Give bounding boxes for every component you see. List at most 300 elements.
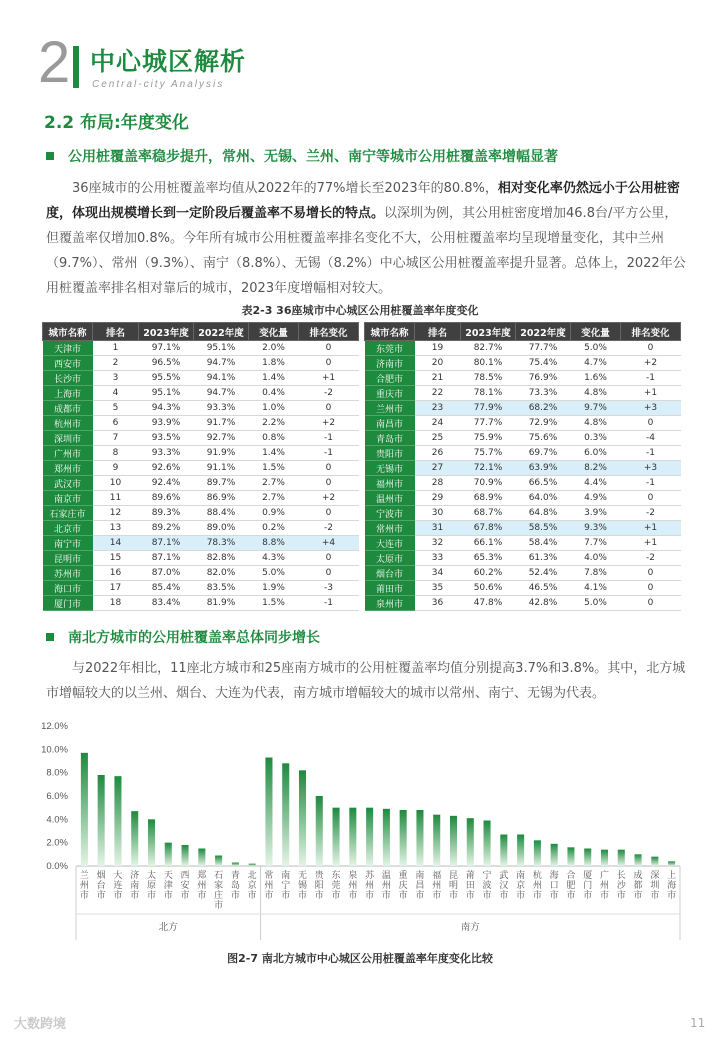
table-row: [43, 521, 359, 536]
table-cell: +1: [621, 386, 681, 401]
table-cell: 65.3%: [461, 551, 516, 566]
table-cell: 28: [415, 476, 461, 491]
table-cell: 15: [93, 551, 139, 566]
table-cell: 34: [415, 566, 461, 581]
x-category-label: 南京市: [516, 871, 526, 901]
table-cell: +4: [299, 536, 359, 551]
table-cell: 1.0%: [249, 401, 299, 416]
bar-济南市: [131, 811, 138, 866]
table-cell: 64.0%: [516, 491, 571, 506]
table-city-cell: 南京市: [43, 491, 93, 506]
table-city-cell: 北京市: [43, 521, 93, 536]
table-cell: 1.6%: [571, 371, 621, 386]
table-row: [43, 386, 359, 401]
x-category-label: 温州市: [381, 871, 391, 901]
table-cell: 63.9%: [516, 461, 571, 476]
table-cell: 58.4%: [516, 536, 571, 551]
bullet-square-icon: [46, 152, 54, 160]
x-category-label: 石家庄市: [214, 871, 224, 911]
table-cell: 94.1%: [194, 371, 249, 386]
x-category-label: 昆明市: [448, 871, 459, 901]
table-cell: 72.1%: [461, 461, 516, 476]
bar-武汉市: [500, 835, 507, 867]
table-cell: 0: [621, 341, 681, 356]
table-cell: 82.7%: [461, 341, 516, 356]
x-category-label: 东莞市: [331, 871, 341, 901]
page-number: 11: [690, 1016, 706, 1030]
x-category-label: 南昌市: [415, 871, 425, 901]
table-city-cell: 福州市: [365, 476, 415, 491]
table-cell: 66.1%: [461, 536, 516, 551]
table-cell: 0: [299, 551, 359, 566]
table-cell: +1: [621, 536, 681, 551]
table-cell: 0: [299, 461, 359, 476]
table-cell: 4.4%: [571, 476, 621, 491]
table-city-cell: 烟台市: [365, 566, 415, 581]
table-city-cell: 重庆市: [365, 386, 415, 401]
table-cell: 50.6%: [461, 581, 516, 596]
table-cell: 22: [415, 386, 461, 401]
table-city-cell: 天津市: [43, 341, 93, 356]
table-row: [43, 506, 359, 521]
bar-成都市: [635, 854, 642, 866]
table-cell: 13: [93, 521, 139, 536]
table-cell: 11: [93, 491, 139, 506]
table-row: [43, 341, 359, 356]
table-cell: 76.9%: [516, 371, 571, 386]
table-cell: 1.5%: [249, 596, 299, 611]
table-cell: -3: [299, 581, 359, 596]
x-category-label: 大连市: [113, 871, 123, 901]
section-title: 2.2 布局:年度变化: [44, 113, 189, 133]
table-header-cell: 城市名称: [43, 323, 93, 341]
bar-长沙市: [618, 850, 625, 866]
table-cell: 78.1%: [461, 386, 516, 401]
table-city-cell: 长沙市: [43, 371, 93, 386]
x-category-label: 郑州市: [197, 871, 207, 901]
y-tick-label: 2.0%: [46, 837, 68, 849]
table-cell: 94.7%: [194, 356, 249, 371]
x-category-label: 海口市: [549, 871, 559, 901]
table-cell: 95.5%: [139, 371, 194, 386]
bar-兰州市: [81, 753, 88, 866]
table-city-cell: 苏州市: [43, 566, 93, 581]
table-cell: 0.8%: [249, 431, 299, 446]
table-cell: 83.5%: [194, 581, 249, 596]
table-row: [43, 596, 359, 611]
table-cell: +3: [621, 461, 681, 476]
table-cell: 89.0%: [194, 521, 249, 536]
y-tick-label: 0.0%: [46, 861, 68, 872]
table-row: [365, 536, 681, 551]
paragraph-2: 与2022年相比，11座北方城市和25座南方城市的公用桩覆盖率均值分别提高3.7%和3.8%。其中，北方城市增幅较大的以兰州、烟台、大连为代表，南方城市增幅较大的城市以常州、南宁、无锡为代表。: [46, 661, 686, 701]
table-cell: 0: [621, 491, 681, 506]
chart-caption: 图2-7 南北方城市中心城区公用桩覆盖率年度变化比较: [227, 952, 493, 965]
table-cell: 1.5%: [249, 461, 299, 476]
table-city-cell: 海口市: [43, 581, 93, 596]
table-row: [365, 371, 681, 386]
table-cell: 58.5%: [516, 521, 571, 536]
table-header-cell: 变化量: [571, 323, 621, 341]
table-row: [365, 356, 681, 371]
table-cell: 0: [299, 566, 359, 581]
table-cell: 73.3%: [516, 386, 571, 401]
table-cell: 0.9%: [249, 506, 299, 521]
table-cell: 18: [93, 596, 139, 611]
x-category-label: 莆田市: [465, 871, 475, 901]
table-cell: 2.2%: [249, 416, 299, 431]
x-category-label: 北京市: [247, 871, 257, 901]
table-cell: 92.4%: [139, 476, 194, 491]
table-cell: 92.7%: [194, 431, 249, 446]
table-cell: -1: [299, 596, 359, 611]
table-cell: 87.1%: [139, 536, 194, 551]
x-category-label: 贵阳市: [314, 871, 324, 901]
table-cell: 1.8%: [249, 356, 299, 371]
table-cell: 14: [93, 536, 139, 551]
footer-logo: 大数跨境: [14, 1017, 67, 1032]
table-cell: 87.1%: [139, 551, 194, 566]
table-cell: 0: [299, 506, 359, 521]
table-cell: 52.4%: [516, 566, 571, 581]
table-cell: 4.0%: [571, 551, 621, 566]
table-row: [365, 446, 681, 461]
table-cell: 31: [415, 521, 461, 536]
table-cell: +1: [621, 521, 681, 536]
table-cell: 25: [415, 431, 461, 446]
table-row: [43, 356, 359, 371]
table-city-cell: 广州市: [43, 446, 93, 461]
table-cell: 20: [415, 356, 461, 371]
table-cell: 19: [415, 341, 461, 356]
bar-杭州市: [534, 840, 541, 866]
table-cell: 82.0%: [194, 566, 249, 581]
table-cell: 82.8%: [194, 551, 249, 566]
table-cell: 9.7%: [571, 401, 621, 416]
table-cell: 91.7%: [194, 416, 249, 431]
x-category-label: 常州市: [264, 871, 274, 901]
table-cell: 30: [415, 506, 461, 521]
table-cell: 2: [93, 356, 139, 371]
bar-广州市: [601, 850, 608, 866]
x-category-label: 杭州市: [532, 871, 542, 901]
table-cell: 93.5%: [139, 431, 194, 446]
bar-南京市: [517, 835, 524, 867]
table-row: [43, 536, 359, 551]
table-cell: 1.4%: [249, 446, 299, 461]
table-cell: 7.7%: [571, 536, 621, 551]
table-city-cell: 太原市: [365, 551, 415, 566]
bar-西安市: [182, 845, 189, 866]
table-cell: 23: [415, 401, 461, 416]
table-cell: 77.7%: [516, 341, 571, 356]
table-header-cell: 2023年度: [461, 323, 516, 341]
bar-深圳市: [651, 857, 658, 866]
table-row: [365, 461, 681, 476]
table-cell: 2.7%: [249, 491, 299, 506]
group-label: 北方: [158, 922, 178, 933]
table-row: [365, 386, 681, 401]
table-cell: -2: [299, 521, 359, 536]
table-cell: 24: [415, 416, 461, 431]
table-cell: 86.9%: [194, 491, 249, 506]
table-cell: 0: [299, 401, 359, 416]
table-cell: 91.9%: [194, 446, 249, 461]
table-cell: 4.1%: [571, 581, 621, 596]
bar-常州市: [265, 758, 272, 867]
table-city-cell: 西安市: [43, 356, 93, 371]
table-cell: -1: [621, 446, 681, 461]
bar-厦门市: [584, 849, 591, 867]
table-cell: 0: [621, 581, 681, 596]
x-category-label: 兰州市: [79, 871, 89, 901]
table-row: [43, 446, 359, 461]
x-category-label: 宁波市: [482, 871, 492, 901]
table-cell: 93.3%: [194, 401, 249, 416]
table-cell: 4.8%: [571, 386, 621, 401]
table-header-cell: 2023年度: [139, 323, 194, 341]
table-header-cell: 城市名称: [365, 323, 415, 341]
table-cell: 83.4%: [139, 596, 194, 611]
table-cell: 5.0%: [571, 341, 621, 356]
x-category-label: 上海市: [667, 871, 677, 901]
table-row: [365, 341, 681, 356]
table-row: [43, 371, 359, 386]
table-cell: 3.9%: [571, 506, 621, 521]
table-cell: -2: [299, 386, 359, 401]
table-header-cell: 排名: [93, 323, 139, 341]
table-cell: 12: [93, 506, 139, 521]
table-row: [43, 401, 359, 416]
y-tick-label: 10.0%: [41, 744, 68, 756]
table-cell: 1: [93, 341, 139, 356]
x-category-label: 长沙市: [616, 871, 626, 901]
table-cell: 70.9%: [461, 476, 516, 491]
table-city-cell: 青岛市: [365, 431, 415, 446]
table-cell: 91.1%: [194, 461, 249, 476]
x-category-label: 广州市: [599, 871, 610, 901]
table-city-cell: 厦门市: [43, 596, 93, 611]
bar-重庆市: [400, 810, 407, 866]
x-category-label: 青岛市: [230, 871, 240, 901]
x-category-label: 苏州市: [365, 871, 375, 901]
table-cell: 95.1%: [139, 386, 194, 401]
table-header-cell: 2022年度: [194, 323, 249, 341]
table-cell: 77.9%: [461, 401, 516, 416]
table-cell: 6: [93, 416, 139, 431]
bar-海口市: [551, 844, 558, 866]
bar-无锡市: [299, 770, 306, 866]
table-cell: 0.4%: [249, 386, 299, 401]
table-cell: 21: [415, 371, 461, 386]
x-category-label: 无锡市: [297, 871, 308, 901]
x-category-label: 太原市: [146, 871, 157, 901]
table-cell: 75.7%: [461, 446, 516, 461]
table-cell: 0: [621, 596, 681, 611]
x-category-label: 成都市: [633, 871, 643, 901]
table-header-cell: 排名变化: [621, 323, 681, 341]
table-cell: 0.2%: [249, 521, 299, 536]
x-category-label: 重庆市: [398, 871, 408, 901]
table-city-cell: 石家庄市: [43, 506, 93, 521]
paragraph-1-part3: 以深圳为例，其公用桩密度增加46.8台/平方公里，但覆盖率仅增加0.8%。今年所有城市公用桩覆盖率排名变化不大，公用桩覆盖率均呈现增量变化，其中兰州（9.7%）、常州（9.3%）、南宁（8.8%）、无锡（8.2%）中心城区公用桩覆盖率提升显著。总体上，2022年公用桩覆盖率排名相对靠后的城市，2023年度增幅相对较大。: [46, 206, 686, 296]
x-category-label: 福州市: [432, 871, 442, 901]
table-cell: 27: [415, 461, 461, 476]
table-row: [365, 401, 681, 416]
table-row: [365, 491, 681, 506]
chapter-number: 2: [38, 30, 71, 95]
table-cell: 3: [93, 371, 139, 386]
table-city-cell: 深圳市: [43, 431, 93, 446]
x-category-label: 武汉市: [499, 871, 509, 901]
paragraph-1-emphasis: 相对变化率仍然远小于公用桩密度，体现出规模增长到一定阶段后覆盖率不易增长的特点。: [46, 181, 680, 221]
table-cell: 8.2%: [571, 461, 621, 476]
bullet-heading-2: [46, 627, 320, 647]
paragraph-1: [46, 176, 690, 301]
table-cell: 5: [93, 401, 139, 416]
table-cell: 89.3%: [139, 506, 194, 521]
table-cell: 36: [415, 596, 461, 611]
table-cell: 7.8%: [571, 566, 621, 581]
x-category-label: 烟台市: [96, 871, 106, 901]
table-cell: 26: [415, 446, 461, 461]
bar-莆田市: [467, 818, 474, 866]
table-row: [365, 551, 681, 566]
table-cell: -4: [621, 431, 681, 446]
bar-南宁市: [282, 763, 289, 866]
table-cell: 29: [415, 491, 461, 506]
x-category-label: 深圳市: [650, 871, 660, 901]
table-cell: 81.9%: [194, 596, 249, 611]
table-city-cell: 济南市: [365, 356, 415, 371]
table-cell: 0: [299, 476, 359, 491]
table-cell: 68.9%: [461, 491, 516, 506]
bar-石家庄市: [215, 856, 222, 867]
table-city-cell: 常州市: [365, 521, 415, 536]
table-cell: 88.4%: [194, 506, 249, 521]
table-cell: 47.8%: [461, 596, 516, 611]
table-row: [43, 416, 359, 431]
bar-南昌市: [416, 810, 423, 866]
x-category-label: 厦门市: [583, 871, 593, 901]
coverage-table-right: [364, 322, 681, 611]
coverage-table-left: [42, 322, 359, 611]
table-cell: 2.7%: [249, 476, 299, 491]
x-category-label: 天津市: [163, 871, 173, 901]
bar-北京市: [249, 864, 256, 866]
table-row: [365, 431, 681, 446]
table-row: [43, 551, 359, 566]
table-city-cell: 泉州市: [365, 596, 415, 611]
table-cell: 4: [93, 386, 139, 401]
table-cell: 16: [93, 566, 139, 581]
table-cell: 72.9%: [516, 416, 571, 431]
table-cell: 0: [299, 341, 359, 356]
table-cell: 8: [93, 446, 139, 461]
table-cell: 8.8%: [249, 536, 299, 551]
y-tick-label: 4.0%: [46, 814, 68, 826]
table-cell: 68.2%: [516, 401, 571, 416]
table-cell: 92.6%: [139, 461, 194, 476]
table-cell: 4.8%: [571, 416, 621, 431]
x-category-label: 合肥市: [566, 871, 576, 901]
table-cell: 80.1%: [461, 356, 516, 371]
table-cell: 6.0%: [571, 446, 621, 461]
table-cell: 1.9%: [249, 581, 299, 596]
bullet-square-icon: [46, 633, 54, 641]
y-tick-label: 8.0%: [46, 767, 68, 779]
table-cell: 93.9%: [139, 416, 194, 431]
table-cell: 10: [93, 476, 139, 491]
bar-贵阳市: [316, 796, 323, 866]
table-cell: 66.5%: [516, 476, 571, 491]
bar-东莞市: [333, 808, 340, 866]
table-cell: 60.2%: [461, 566, 516, 581]
table-cell: -1: [299, 446, 359, 461]
group-label: 南方: [460, 922, 480, 933]
table-cell: 46.5%: [516, 581, 571, 596]
table-cell: +2: [299, 416, 359, 431]
table-cell: 93.3%: [139, 446, 194, 461]
table-cell: -1: [621, 476, 681, 491]
bar-泉州市: [349, 808, 356, 866]
x-category-label: 泉州市: [348, 871, 358, 901]
table-cell: 42.8%: [516, 596, 571, 611]
table-cell: 0: [621, 416, 681, 431]
table-cell: 75.4%: [516, 356, 571, 371]
table-city-cell: 南昌市: [365, 416, 415, 431]
table-cell: 94.7%: [194, 386, 249, 401]
bar-上海市: [668, 861, 675, 866]
table-cell: 67.8%: [461, 521, 516, 536]
bar-苏州市: [366, 808, 373, 866]
table-cell: 89.2%: [139, 521, 194, 536]
table-row: [365, 506, 681, 521]
chapter-subtitle: Central-city Analysis: [92, 79, 225, 90]
chapter-title: 中心城区解析: [90, 47, 247, 76]
table-row: [43, 566, 359, 581]
table-row: [365, 581, 681, 596]
table-row: [365, 476, 681, 491]
table-header-cell: 变化量: [249, 323, 299, 341]
table-cell: 4.3%: [249, 551, 299, 566]
x-category-label: 济南市: [130, 871, 140, 901]
table-cell: 4.7%: [571, 356, 621, 371]
table-row: [365, 566, 681, 581]
table-cell: 95.1%: [194, 341, 249, 356]
table-city-cell: 大连市: [365, 536, 415, 551]
table-cell: 7: [93, 431, 139, 446]
table-city-cell: 贵阳市: [365, 446, 415, 461]
table-cell: -2: [621, 506, 681, 521]
table-cell: 5.0%: [249, 566, 299, 581]
table-cell: 4.9%: [571, 491, 621, 506]
y-tick-label: 6.0%: [46, 791, 68, 802]
table-city-cell: 上海市: [43, 386, 93, 401]
table-city-cell: 南宁市: [43, 536, 93, 551]
bar-昆明市: [450, 816, 457, 866]
table-cell: -2: [621, 551, 681, 566]
table-cell: 17: [93, 581, 139, 596]
table-cell: 97.1%: [139, 341, 194, 356]
table-cell: 94.3%: [139, 401, 194, 416]
table-cell: 64.8%: [516, 506, 571, 521]
table-cell: +1: [299, 371, 359, 386]
bar-郑州市: [198, 849, 205, 867]
table-row: [365, 416, 681, 431]
table-cell: 0: [299, 356, 359, 371]
bar-宁波市: [484, 821, 491, 867]
